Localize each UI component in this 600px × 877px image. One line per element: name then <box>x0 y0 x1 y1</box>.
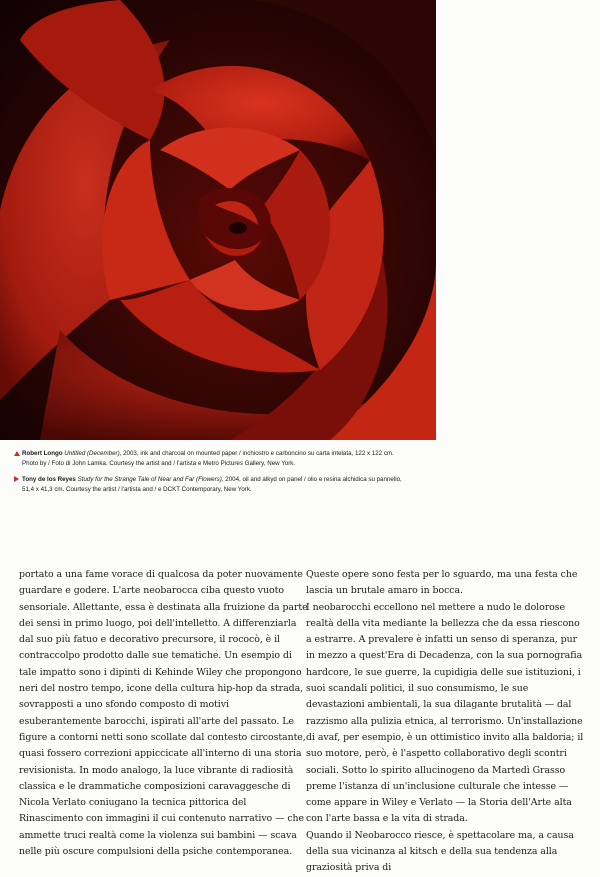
caption-title: Untitled (December) <box>64 450 120 457</box>
right-arrow-icon <box>14 476 19 482</box>
up-arrow-icon <box>14 451 20 456</box>
paragraph: Queste opere sono festa per lo sguardo, ma una festa che lascia un brutale amaro in bocca. <box>306 569 578 597</box>
red-rose-icon <box>0 0 436 440</box>
rose-artwork <box>0 0 436 440</box>
caption-de-los-reyes <box>14 475 454 494</box>
caption-details: , 2003, ink and charcoal on mounted paper / inchiostro e carboncino su carta intelata, 122 x 122 cm. <box>119 450 394 457</box>
caption-details: , 2004, oil and alkyd on panel / olio e resina alchidica su pannello, <box>221 476 402 484</box>
caption-credit: 51,4 x 41,3 cm. Courtesy the artist / l'artista and / e DCKT Contemporary, New York. <box>22 485 252 493</box>
paragraph: portato a una fame vorace di qualcosa da poter nuovamente guardare e godere. L'arte neobarocca ciba questo vuoto sensoriale. Allettante, essa è destinata alla fruizione da parte dei sensi in primo luogo, poi dell'intelletto. A differenziarla dal suo più fatuo e decorativo precursore, il rococò, è il contraccolpo prodotto dalle sue tematiche. Un esempio di tale impatto sono i dipinti di Kehinde Wiley che propongono neri del nostro tempo, icone della cultura hip-hop da strada, sovrapposti a uno sfondo composto di motivi esuberantemente barocchi, ispirati all'arte del passato. Le figure a contorni netti sono scollate dal contesto circostante, quasi fossero correzioni appiccicate all'interno di una storia revisionista. In modo analogo, la luce vibrante di radiosità classica e le drammatiche composizioni caravaggesche di Nicola Verlato coniugano la tecnica pittorica del Rinascimento con immagini il cui contenuto narrativo — che ammette truci realtà come la violenza sui bambini — scava nelle più oscure compulsioni della psiche contemporanea. <box>19 569 308 858</box>
caption-credit: Photo by / Foto di John Lamka. Courtesy the artist and / l'artista e Metro Pictures Gallery, New York. <box>22 459 296 467</box>
text-column-right <box>306 567 588 877</box>
caption-block <box>14 449 454 501</box>
caption-artist: Robert Longo <box>22 450 63 457</box>
caption-longo <box>14 449 454 468</box>
caption-title: Study for the Strange Tale of Near and Far (Flowers) <box>77 476 222 484</box>
paragraph: Quando il Neobarocco riesce, è spettacolare ma, a causa della sua vicinanza al kitsch e della sua tendenza alla graziosità priva di <box>306 829 574 874</box>
text-column-left <box>19 567 309 860</box>
paragraph: I neobarocchi eccellono nel mettere a nudo le dolorose realtà della vita mediante la bellezza che da essa riescono a estrarre. A prevalere è infatti un senso di speranza, pur in mezzo a quest'Era di Decadenza, con la sua pornografia hardcore, le sue guerre, la cupidigia delle sue istituzioni, i suoi scandali politici, il suo consumismo, le sue devastazioni ambientali, la sua dilagante brutalità — dal razzismo alla pulizia etnica, al terrorismo. Un'installazione di avaf, per esempio, è un ottimistico invito alla baldoria; il suo motore, però, è l'aspetto collaborativo degli scontri sociali. Sotto lo spirito allucinogeno da Martedì Grasso preme l'istanza di un'inclusione culturale che intesse — come appare in Wiley e Verlato — la Storia dell'Arte alta con l'arte bassa e la vita di strada. <box>306 601 584 825</box>
caption-artist: Tony de los Reyes <box>22 476 76 484</box>
